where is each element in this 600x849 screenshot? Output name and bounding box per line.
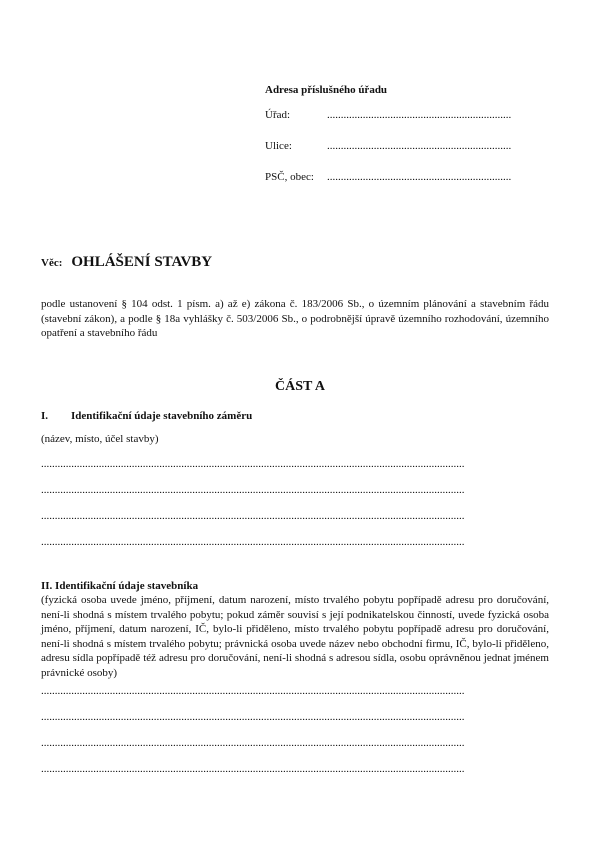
- section1-note: (název, místo, účel stavby): [41, 433, 159, 445]
- section2-field-line-4[interactable]: ..........................................................................................................................................................: [41, 763, 465, 775]
- office-label-ulice: Ulice:: [265, 140, 292, 152]
- subject-line: [41, 254, 212, 271]
- office-label-psc: PSČ, obec:: [265, 171, 314, 183]
- office-row-psc: [265, 171, 565, 202]
- section1-field-line-1[interactable]: ..........................................................................................................................................................: [41, 458, 465, 470]
- office-field-urad[interactable]: ...................................................................: [327, 109, 512, 121]
- section1-heading: [41, 410, 252, 422]
- section1-number: I.: [41, 410, 49, 422]
- section1-field-line-2[interactable]: ..........................................................................................................................................................: [41, 484, 465, 496]
- subject-label: Věc:: [41, 257, 63, 269]
- section2-field-line-3[interactable]: ..........................................................................................................................................................: [41, 737, 465, 749]
- section2-field-line-1[interactable]: ..........................................................................................................................................................: [41, 685, 465, 697]
- section1-field-line-4[interactable]: ..........................................................................................................................................................: [41, 536, 465, 548]
- office-label-urad: Úřad:: [265, 109, 291, 121]
- section2-title: II. Identifikační údaje stavebníka: [41, 580, 199, 592]
- office-row-ulice: [265, 140, 565, 171]
- section1-title: Identifikační údaje stavebního záměru: [71, 410, 253, 422]
- office-row-urad: [265, 109, 565, 140]
- office-address-title: Adresa příslušného úřadu: [265, 84, 388, 96]
- office-address-block: [265, 84, 565, 202]
- section1-field-line-3[interactable]: ..........................................................................................................................................................: [41, 510, 465, 522]
- part-title: ČÁST A: [275, 379, 325, 394]
- section2-note: (fyzická osoba uvede jméno, příjmení, datum narození, místo trvalého pobytu popřípadě adresu pro doručování, není-li shodná s místem trvalého pobytu; pokud záměr souvisí s její podnikatelskou činností, uvede fyzická osoba jméno, příjmení, datum narození, IČ, bylo-li přiděleno, místo trvalého pobytu popřípadě adresu pro doručování, není-li shodná s místem trvalého pobytu; právnická osoba uvede název nebo obchodní firmu, IČ, bylo-li přiděleno, adresu sídla popřípadě též adresu pro doručování, není-li shodná s adresou sídla, osobu oprávněnou jednat jménem právnické osoby): [41, 594, 549, 679]
- office-field-ulice[interactable]: ...................................................................: [327, 140, 512, 152]
- legal-basis-text: podle ustanovení § 104 odst. 1 písm. a) až e) zákona č. 183/2006 Sb., o územním plánování a stavebním řádu (stavební zákon), a podle § 18a vyhlášky č. 503/2006 Sb., o podrobnější úpravě územního rozhodování, územního opatření a stavebního řádu: [41, 298, 549, 339]
- document-title: OHLÁŠENÍ STAVBY: [71, 254, 213, 270]
- office-field-psc[interactable]: ...................................................................: [327, 171, 512, 183]
- section2-field-line-2[interactable]: ..........................................................................................................................................................: [41, 711, 465, 723]
